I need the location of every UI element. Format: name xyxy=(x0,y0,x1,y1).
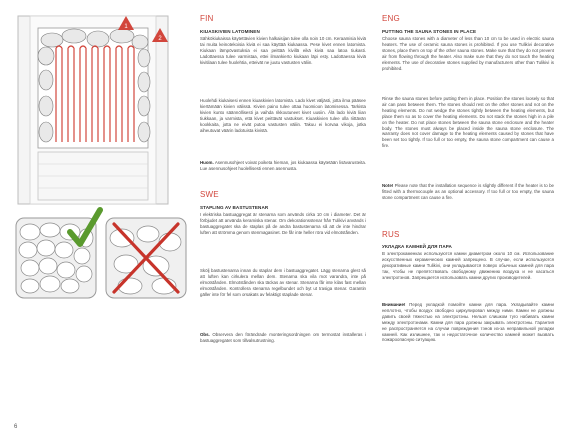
rus-note-text: Перед укладкой помойте камни для пара. Укладывайте камни неплотно, чтобы воздух свободно циркулировал между ними. Камни не должны давить своей тяжестью на электротэны. Нельзя слишком туго набивать камни между электротэнами. Камни для пара должны закрывать электротэны. Гарантия не распространяется на случаи повреждения тэнов из-за неправильной укладки камней. Как излишнее, так и недостаточное количество камней может вызвать пожароопасную ситуацию. xyxy=(382,302,554,343)
eng-paragraph-1: Choose sauna stones with a diameter of less than 10 cm to be used in electric sauna heaters. The use of ceramic sauna stones is prohibited. If you use Tulikivi decorative stones, place them on top of the other sauna stones. Make sure that they do not prevent air from flowing through the heater. Also make sure that they do not touch the heating elements. The use of decorative stones supplied by manufacturers other than Tulikivi is prohibited. xyxy=(382,36,554,71)
rus-paragraph-2 xyxy=(382,302,554,343)
swe-paragraph-1: I elektriska bastuaggregat är stenarna som används cirka 10 cm i diameter. Det är förbjudet att använda keramiska stenar. Om dekorationsstenar från Tulikivi används i bastuaggregatet ska de staplas på de andra bastustenarna så att de inte hindrar luften att strömma genom stenmagasinet. De får inte heller röra vid elmotstånden. xyxy=(200,212,366,235)
fin-note-label: Huom. xyxy=(200,160,214,165)
eng-paragraph-2: Rinse the sauna stones before putting them in place. Position the stones loosely so that air can pass between them. The stones should rest on the other stones and not on the heating elements. Do not wedge the stones tightly between the heating elements, but place them so as to cover the heating elements. Do not stack the stones high in a pile on the heater. Do not place stones between the sauna stone enclosure and the heater body. The stones must always be placed inside the sauna stone enclosure. The warranty does not cover damage to the heating elements caused by stones that have been set too tightly. If too full or too empty, the sauna stone compartment can cause a fire. xyxy=(382,96,554,149)
heater-stones-illustration xyxy=(10,14,188,206)
fin-note xyxy=(200,160,366,172)
eng-note-label: Note! xyxy=(382,183,394,188)
swe-note-text: Observera den förändrade monteringsordningen om termostat installeras i bastuaggregatet som tillvalsutrustning. xyxy=(200,332,366,343)
fin-subheading: KIUASKIVIEN LATOMINEN xyxy=(200,29,260,34)
fin-heading: FIN xyxy=(200,14,214,23)
swe-heading: SWE xyxy=(200,190,219,199)
cross-icon xyxy=(108,218,184,298)
rus-heading: RUS xyxy=(382,230,400,239)
fin-note-text: Asennusohjeet voivat poiketa hieman, jos kiukaassa käytetään lisävarusteita. Lue asennusohjeet huolellisesti ennen asennusta. xyxy=(200,160,366,171)
rus-note-label: Внимание! xyxy=(382,302,406,307)
eng-note-text: Please note that the installation sequence is slightly different if the heater is to be fitted with a thermocouple as an optional accessory. If too full or too empty, the sauna stone compartment can cause a fire. xyxy=(382,183,554,200)
svg-text:2: 2 xyxy=(158,36,162,42)
swe-note xyxy=(200,332,366,344)
svg-text:1: 1 xyxy=(124,24,128,30)
swe-subheading: STAPLING AV BASTUSTENAR xyxy=(200,205,269,210)
eng-note xyxy=(382,183,554,201)
swe-note-label: Obs. xyxy=(200,332,210,337)
rus-paragraph-1: В электрокаменках используются камни диаметром около 10 см. Использование искусственных керамических камней запрещено. В случае, если используются декоративные камни Tulikivi, они укладываются поверх обычных камней для пара так, чтобы не препятствовать свободному движению воздуха и не касаться электротэнов. Запрещается использовать камни других производителей. xyxy=(382,251,554,280)
rus-subheading: УКЛАДКА КАМНЕЙ ДЛЯ ПАРА xyxy=(382,244,452,249)
eng-heading: ENG xyxy=(382,14,400,23)
checkmark-icon xyxy=(66,206,104,252)
swe-paragraph-2: Skölj bastustenarna innan du staplar dem i bastuaggregatet. Lägg stenarna glest så att luften kan cirkulera mellan dem. Stenarna ska vila mot varandra, inte på elmotstånden. Elmotstånden ska täckas av stenar. Stenarna får inte kilas fast mellan elmotstånden. Kontrollera stenarna regelbundet och byt ut trasiga stenar. Garantin gäller inte för fel som orsakats av felaktigt staplade stenar. xyxy=(200,268,366,297)
eng-subheading: PUTTING THE SAUNA STONES IN PLACE xyxy=(382,29,477,34)
fin-paragraph-2: Huolehdi kiukaisesi ennen kiuaskivien latomista. Lado kivet väljästi, jotta ilma pääsee kiertämään kivien välissä. Kivien paino tulee ottaa huomioon latomisessa. Tarkista kivien kunto säännöllisesti ja vaihda rikkoutuneet kivet uusiin. Älä lado kiviä liian tiukkaan, ja varmista, että kivet peittävät vastukset. Kiuaskivien tulee olla riittävän kookkaita, jotta ne eivät putoa vastusten väliin. Takuu ei korvaa vikoja, jotka aiheutuvat väärin ladotuista kivistä. xyxy=(200,98,366,133)
fin-paragraph-1: Sähkökiukaissa käytettävien kivien halkaisijan tulee olla noin 10 cm. Keraamisia kiviä tai muita keinotekoisia kiviä ei saa käyttää kiukaassa. Pese kivet ennen latomista. Kiukaan lämpövastuksia ei saa peittää kivillä eikä kiviä saa latoa tiukasti. Ladottaessa tulee varmistaa, ettei ilmankierto kiukaan läpi esty. Ladottaessa kiviä kivitilaan tulee huolehtia, etteivät ne juutu vastusten väliin. xyxy=(200,36,366,65)
page-number: 6 xyxy=(14,424,18,430)
